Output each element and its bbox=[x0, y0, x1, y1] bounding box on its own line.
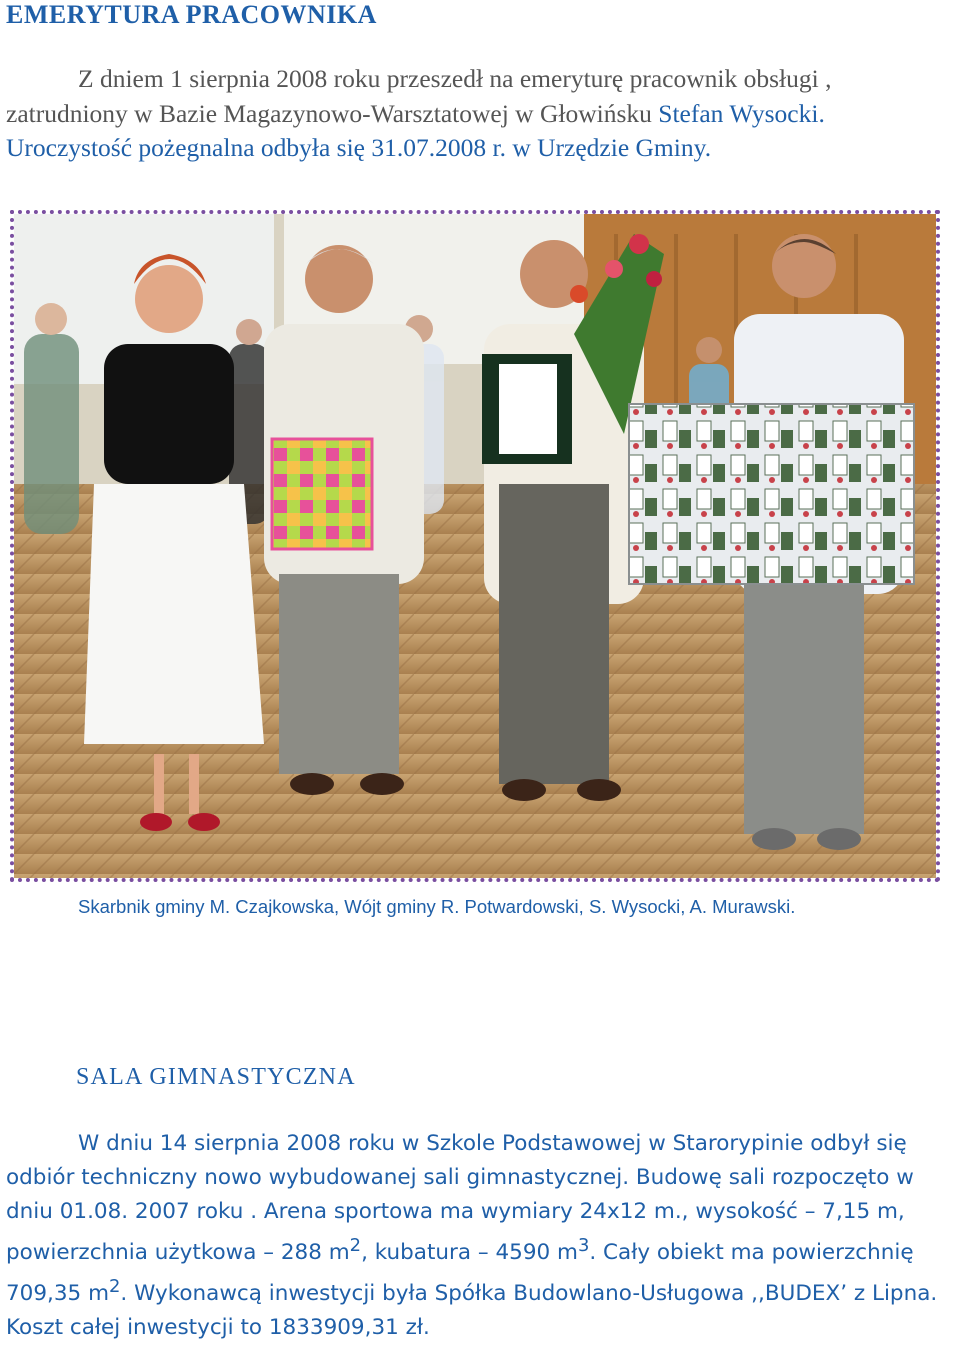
photo-retirement-ceremony bbox=[10, 210, 940, 882]
article-paragraph-retirement bbox=[6, 62, 946, 166]
indent bbox=[6, 64, 78, 93]
gym-text-1: W dniu 14 sierpnia 2008 roku w Szkole Podstawowej w Starorypinie odbył się odbiór techniczny nowo wybudowanej sali gimnastycznej. Budowę sali rozpoczęto w dniu 01.08. 2007 roku . Arena sportowa ma wymiary 24x12 m., wysokość – 7,15 m, powierzchnia użytkowa – 288 m bbox=[6, 1131, 914, 1266]
superscript-3: 3 bbox=[577, 1235, 590, 1256]
retirement-text-2: Uroczystość pożegnalna odbyła się 31.07.2008 r. w Urzędzie Gminy. bbox=[6, 133, 712, 162]
retirement-text-1: Z dniem 1 sierpnia 2008 roku przeszedł na emeryturę pracownik obsługi , zatrudniony w Bazie Magazynowo-Warsztatowej w Głowińsku bbox=[6, 64, 832, 128]
superscript-2b: 2 bbox=[109, 1276, 121, 1298]
gym-text-3: . Cały obiekt ma powierzchnię 709,35 m bbox=[6, 1240, 914, 1307]
photo-caption: Skarbnik gminy M. Czajkowska, Wójt gminy R. Potwardowski, S. Wysocki, A. Murawski. bbox=[78, 896, 796, 917]
article-paragraph-gym bbox=[6, 1127, 946, 1345]
photo-illustration bbox=[14, 214, 936, 878]
indent bbox=[6, 1131, 78, 1156]
article-title-gym: SALA GIMNASTYCZNA bbox=[76, 1064, 356, 1090]
article-title-retirement: EMERYTURA PRACOWNIKA bbox=[6, 0, 377, 29]
gym-text-2: , kubatura – 4590 m bbox=[361, 1240, 578, 1266]
retiree-name: Stefan Wysocki. bbox=[658, 98, 825, 128]
gym-text-4: . Wykonawcą inwestycji była Spółka Budowlano-Usługowa ,,BUDEX’ z Lipna. Koszt całej inwestycji to 1833909,31 zł. bbox=[6, 1281, 938, 1341]
superscript-2: 2 bbox=[349, 1235, 362, 1256]
